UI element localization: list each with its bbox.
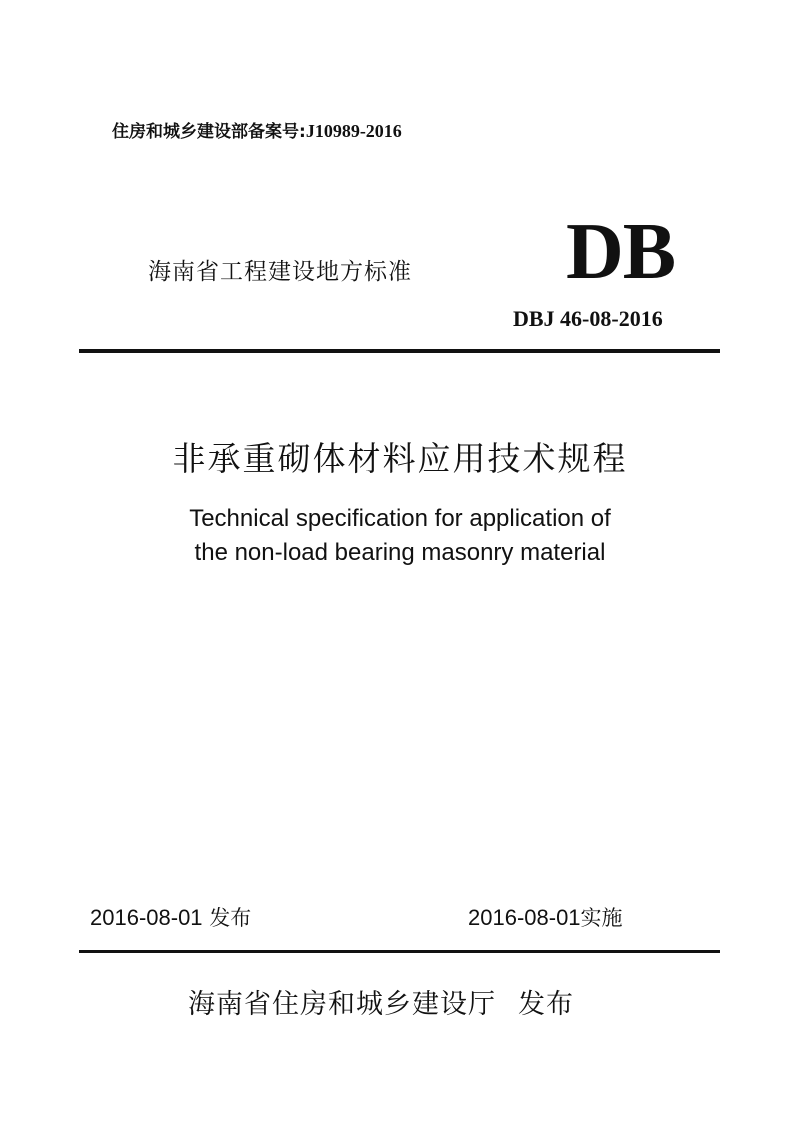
title-english-line-2: the non-load bearing masonry material [194, 539, 606, 566]
issue-date-label: 发布 [209, 906, 252, 930]
bottom-divider [79, 950, 720, 953]
implementation-date [468, 904, 623, 932]
title-chinese: 非承重砌体材料应用技术规程 [172, 439, 628, 478]
standard-category: 海南省工程建设地方标准 [148, 259, 412, 285]
issue-date-value: 2016-08-01 [90, 905, 203, 930]
filing-record [112, 120, 402, 143]
implementation-date-label: 实施 [580, 906, 623, 930]
implementation-date-value: 2016-08-01 [468, 905, 581, 930]
filing-record-code: J10989-2016 [305, 121, 402, 141]
filing-record-label: 住房和城乡建设部备案号: [112, 122, 306, 142]
publisher-name: 海南省住房和城乡建设厅 [188, 989, 496, 1020]
db-standard-mark: DB [566, 208, 676, 296]
issue-date [90, 904, 251, 932]
publisher [188, 987, 574, 1023]
title-english-line-1: Technical specification for application of [189, 505, 611, 532]
standard-number: DBJ 46-08-2016 [513, 306, 663, 331]
top-divider [79, 349, 720, 353]
publisher-action: 发布 [518, 989, 574, 1020]
